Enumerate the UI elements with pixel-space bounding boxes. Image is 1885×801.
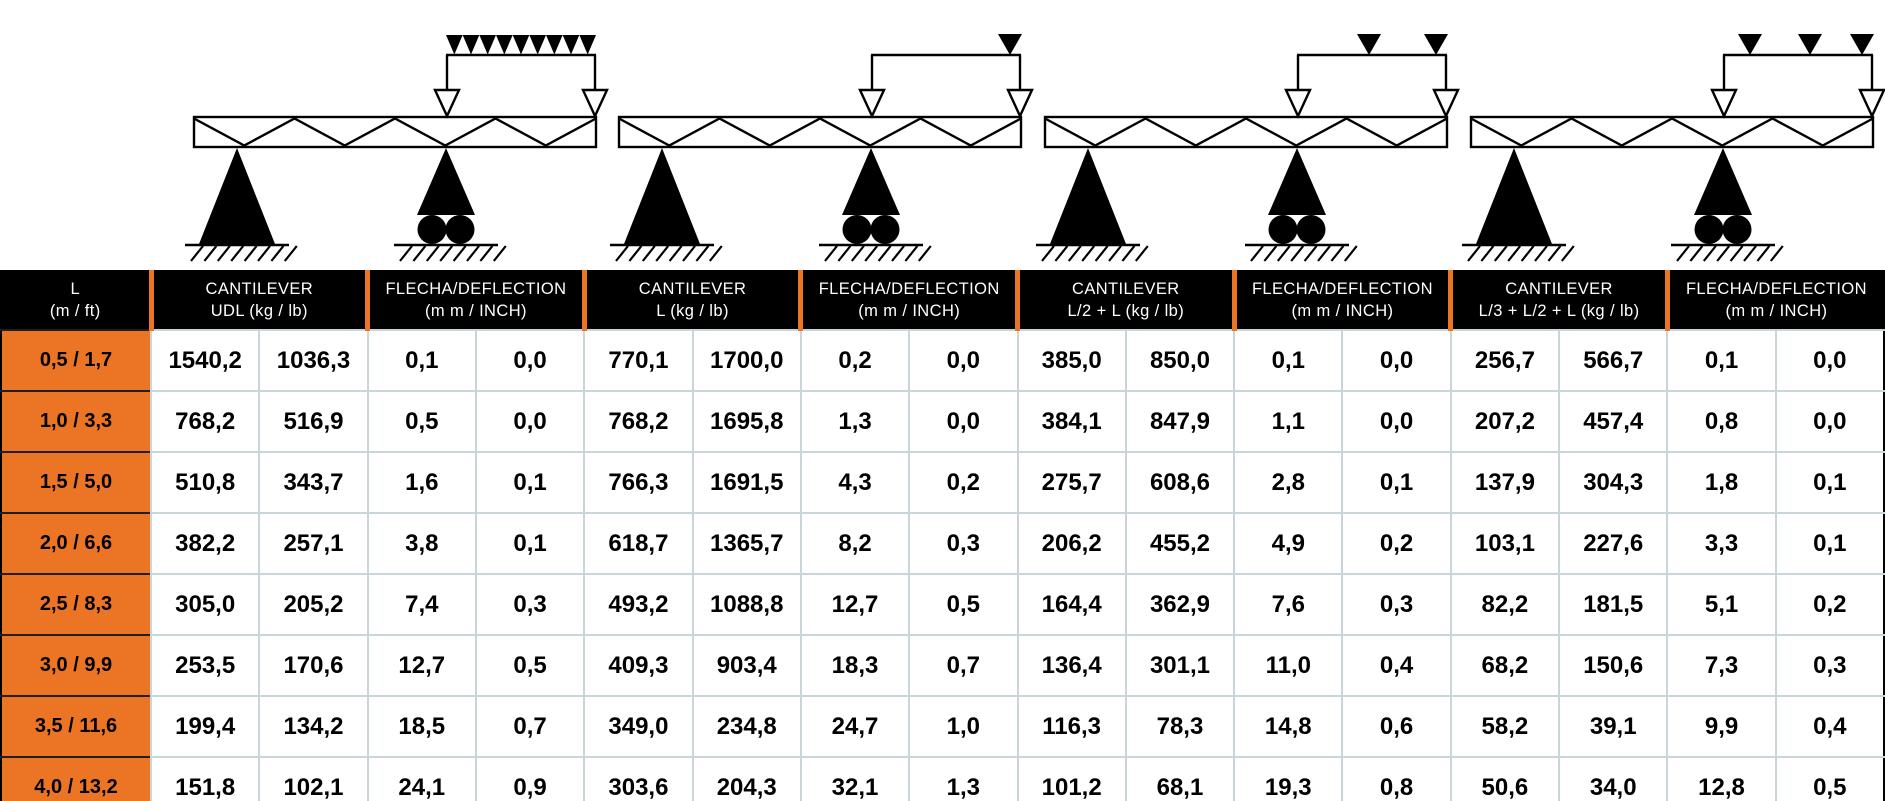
value-cell: 455,2 xyxy=(1126,513,1234,574)
column-header-cantilever-l xyxy=(584,271,801,330)
value-cell: 0,6 xyxy=(1342,696,1450,757)
value-cell: 1,8 xyxy=(1667,452,1775,513)
value-cell: 0,0 xyxy=(909,330,1017,391)
value-cell: 19,3 xyxy=(1234,757,1342,801)
column-header-cantilever-udl-line2: UDL (kg / lb) xyxy=(210,301,308,320)
value-cell: 608,6 xyxy=(1126,452,1234,513)
table-header xyxy=(1,271,1884,330)
value-cell: 253,5 xyxy=(151,635,259,696)
value-cell: 4,9 xyxy=(1234,513,1342,574)
column-header-cantilever-udl-line1: CANTILEVER xyxy=(205,280,314,299)
value-cell: 0,1 xyxy=(1342,452,1450,513)
value-cell: 768,2 xyxy=(584,391,692,452)
value-cell: 1088,8 xyxy=(693,574,801,635)
value-cell: 0,7 xyxy=(909,635,1017,696)
value-cell: 1365,7 xyxy=(693,513,801,574)
column-header-cantilever-l2-l-line2: L/2 + L (kg / lb) xyxy=(1067,301,1185,320)
column-header-cantilever-l-line2: L (kg / lb) xyxy=(656,301,729,320)
value-cell: 1036,3 xyxy=(259,330,367,391)
pinned-support-icon xyxy=(199,148,275,244)
value-cell: 39,1 xyxy=(1559,696,1667,757)
table-body xyxy=(1,330,1884,801)
value-cell: 566,7 xyxy=(1559,330,1667,391)
table-row xyxy=(1,452,1884,513)
column-header-deflection-l2-l-line2: (m m / INCH) xyxy=(1291,301,1394,320)
value-cell: 12,7 xyxy=(801,574,909,635)
value-cell: 457,4 xyxy=(1559,391,1667,452)
diagram-cantilever-udl xyxy=(193,8,598,268)
value-cell: 362,9 xyxy=(1126,574,1234,635)
value-cell: 301,1 xyxy=(1126,635,1234,696)
value-cell: 0,1 xyxy=(476,452,584,513)
value-cell: 101,2 xyxy=(1018,757,1126,801)
value-cell: 58,2 xyxy=(1451,696,1559,757)
value-cell: 234,8 xyxy=(693,696,801,757)
value-cell: 0,0 xyxy=(476,330,584,391)
column-header-deflection-l xyxy=(801,271,1018,330)
value-cell: 0,7 xyxy=(476,696,584,757)
value-cell: 199,4 xyxy=(151,696,259,757)
value-cell: 0,2 xyxy=(1342,513,1450,574)
value-cell: 0,4 xyxy=(1342,635,1450,696)
value-cell: 205,2 xyxy=(259,574,367,635)
column-header-deflection-l2-l xyxy=(1234,271,1451,330)
point-load-icon xyxy=(1357,34,1381,55)
table-row xyxy=(1,513,1884,574)
value-cell: 18,3 xyxy=(801,635,909,696)
value-cell: 204,3 xyxy=(693,757,801,801)
value-cell: 0,2 xyxy=(909,452,1017,513)
value-cell: 1,6 xyxy=(368,452,476,513)
value-cell: 1540,2 xyxy=(151,330,259,391)
point-load-icon xyxy=(1424,34,1448,55)
value-cell: 0,3 xyxy=(909,513,1017,574)
value-cell: 68,2 xyxy=(1451,635,1559,696)
value-cell: 24,1 xyxy=(368,757,476,801)
table-row xyxy=(1,391,1884,452)
value-cell: 0,1 xyxy=(1776,452,1884,513)
value-cell: 385,0 xyxy=(1018,330,1126,391)
value-cell: 0,5 xyxy=(1776,757,1884,801)
udl-arrow-icon xyxy=(446,35,463,55)
value-cell: 4,3 xyxy=(801,452,909,513)
column-header-deflection-l3-l2-l-line2: (m m / INCH) xyxy=(1725,301,1828,320)
udl-arrow-icon xyxy=(579,35,596,55)
value-cell: 0,1 xyxy=(1234,330,1342,391)
udl-arrow-icon xyxy=(479,35,496,55)
truss-beam xyxy=(1471,117,1873,147)
value-cell: 7,3 xyxy=(1667,635,1775,696)
value-cell: 384,1 xyxy=(1018,391,1126,452)
value-cell: 768,2 xyxy=(151,391,259,452)
value-cell: 275,7 xyxy=(1018,452,1126,513)
value-cell: 134,2 xyxy=(259,696,367,757)
pinned-support-icon xyxy=(1050,148,1126,244)
column-header-cantilever-udl xyxy=(151,271,368,330)
udl-arrow-icon xyxy=(496,35,513,55)
diagram-cantilever-l3-l2-l xyxy=(1470,8,1875,268)
row-label: 1,5 / 5,0 xyxy=(1,452,151,513)
value-cell: 32,1 xyxy=(801,757,909,801)
value-cell: 136,4 xyxy=(1018,635,1126,696)
udl-arrow-icon xyxy=(513,35,530,55)
column-header-deflection-l3-l2-l xyxy=(1667,271,1884,330)
value-cell: 516,9 xyxy=(259,391,367,452)
udl-arrow-icon xyxy=(463,35,480,55)
value-cell: 256,7 xyxy=(1451,330,1559,391)
column-header-cantilever-l2-l xyxy=(1018,271,1235,330)
value-cell: 0,9 xyxy=(476,757,584,801)
value-cell: 303,6 xyxy=(584,757,692,801)
point-load-icon xyxy=(1738,34,1762,55)
value-cell: 0,5 xyxy=(476,635,584,696)
udl-arrow-icon xyxy=(563,35,580,55)
value-cell: 207,2 xyxy=(1451,391,1559,452)
value-cell: 0,8 xyxy=(1667,391,1775,452)
value-cell: 82,2 xyxy=(1451,574,1559,635)
point-load-icon xyxy=(998,34,1022,55)
column-header-l-line2: (m / ft) xyxy=(49,301,101,320)
value-cell: 137,9 xyxy=(1451,452,1559,513)
table-row xyxy=(1,330,1884,391)
value-cell: 7,6 xyxy=(1234,574,1342,635)
value-cell: 7,4 xyxy=(368,574,476,635)
value-cell: 0,0 xyxy=(1776,391,1884,452)
row-label: 1,0 / 3,3 xyxy=(1,391,151,452)
value-cell: 409,3 xyxy=(584,635,692,696)
column-header-deflection-l-line1: FLECHA/DEFLECTION xyxy=(818,280,1000,299)
value-cell: 151,8 xyxy=(151,757,259,801)
column-header-deflection-l-line2: (m m / INCH) xyxy=(858,301,961,320)
value-cell: 1700,0 xyxy=(693,330,801,391)
value-cell: 103,1 xyxy=(1451,513,1559,574)
value-cell: 1,0 xyxy=(909,696,1017,757)
value-cell: 11,0 xyxy=(1234,635,1342,696)
value-cell: 0,3 xyxy=(1776,635,1884,696)
value-cell: 0,5 xyxy=(368,391,476,452)
value-cell: 227,6 xyxy=(1559,513,1667,574)
value-cell: 150,6 xyxy=(1559,635,1667,696)
column-header-cantilever-l3-l2-l-line2: L/3 + L/2 + L (kg / lb) xyxy=(1478,301,1640,320)
value-cell: 510,8 xyxy=(151,452,259,513)
column-header-deflection-l3-l2-l-line1: FLECHA/DEFLECTION xyxy=(1685,280,1867,299)
value-cell: 766,3 xyxy=(584,452,692,513)
value-cell: 0,0 xyxy=(1776,330,1884,391)
value-cell: 847,9 xyxy=(1126,391,1234,452)
value-cell: 493,2 xyxy=(584,574,692,635)
value-cell: 0,2 xyxy=(1776,574,1884,635)
value-cell: 1,3 xyxy=(909,757,1017,801)
value-cell: 0,4 xyxy=(1776,696,1884,757)
load-capacity-table xyxy=(0,270,1885,801)
truss-beam xyxy=(194,117,596,147)
column-header-l xyxy=(1,271,151,330)
value-cell: 257,1 xyxy=(259,513,367,574)
value-cell: 102,1 xyxy=(259,757,367,801)
pinned-support-icon xyxy=(1476,148,1552,244)
diagram-cantilever-l xyxy=(618,8,1023,268)
column-header-l-line1: L xyxy=(70,280,81,299)
column-header-cantilever-l2-l-line1: CANTILEVER xyxy=(1072,280,1180,299)
value-cell: 14,8 xyxy=(1234,696,1342,757)
value-cell: 343,7 xyxy=(259,452,367,513)
value-cell: 305,0 xyxy=(151,574,259,635)
value-cell: 382,2 xyxy=(151,513,259,574)
column-header-cantilever-l-line1: CANTILEVER xyxy=(638,280,747,299)
row-label: 4,0 / 13,2 xyxy=(1,757,151,801)
value-cell: 8,2 xyxy=(801,513,909,574)
column-header-cantilever-l3-l2-l xyxy=(1451,271,1668,330)
value-cell: 34,0 xyxy=(1559,757,1667,801)
value-cell: 18,5 xyxy=(368,696,476,757)
column-header-deflection-l2-l-line1: FLECHA/DEFLECTION xyxy=(1251,280,1433,299)
value-cell: 0,0 xyxy=(476,391,584,452)
value-cell: 0,2 xyxy=(801,330,909,391)
value-cell: 181,5 xyxy=(1559,574,1667,635)
truss-beam xyxy=(1045,117,1447,147)
table-row xyxy=(1,757,1884,801)
value-cell: 0,3 xyxy=(1342,574,1450,635)
point-load-icon xyxy=(1850,34,1874,55)
truss-beam xyxy=(619,117,1021,147)
row-label: 2,0 / 6,6 xyxy=(1,513,151,574)
value-cell: 1691,5 xyxy=(693,452,801,513)
row-label: 3,5 / 11,6 xyxy=(1,696,151,757)
value-cell: 1695,8 xyxy=(693,391,801,452)
value-cell: 0,1 xyxy=(368,330,476,391)
value-cell: 9,9 xyxy=(1667,696,1775,757)
value-cell: 0,8 xyxy=(1342,757,1450,801)
value-cell: 1,3 xyxy=(801,391,909,452)
value-cell: 5,1 xyxy=(1667,574,1775,635)
udl-arrow-icon xyxy=(546,35,563,55)
value-cell: 0,0 xyxy=(909,391,1017,452)
value-cell: 12,7 xyxy=(368,635,476,696)
value-cell: 304,3 xyxy=(1559,452,1667,513)
table-row xyxy=(1,574,1884,635)
value-cell: 618,7 xyxy=(584,513,692,574)
value-cell: 0,0 xyxy=(1342,330,1450,391)
value-cell: 164,4 xyxy=(1018,574,1126,635)
roller-support-icon xyxy=(417,148,475,215)
column-header-deflection-udl xyxy=(368,271,585,330)
row-label: 3,0 / 9,9 xyxy=(1,635,151,696)
value-cell: 850,0 xyxy=(1126,330,1234,391)
column-header-deflection-udl-line1: FLECHA/DEFLECTION xyxy=(385,280,567,299)
value-cell: 1,1 xyxy=(1234,391,1342,452)
value-cell: 0,5 xyxy=(909,574,1017,635)
udl-arrow-icon xyxy=(529,35,546,55)
value-cell: 3,3 xyxy=(1667,513,1775,574)
value-cell: 12,8 xyxy=(1667,757,1775,801)
value-cell: 0,1 xyxy=(1667,330,1775,391)
table-row xyxy=(1,696,1884,757)
value-cell: 2,8 xyxy=(1234,452,1342,513)
value-cell: 0,1 xyxy=(476,513,584,574)
roller-support-icon xyxy=(1694,148,1752,215)
value-cell: 50,6 xyxy=(1451,757,1559,801)
value-cell: 78,3 xyxy=(1126,696,1234,757)
value-cell: 0,0 xyxy=(1342,391,1450,452)
value-cell: 116,3 xyxy=(1018,696,1126,757)
roller-support-icon xyxy=(1268,148,1326,215)
value-cell: 770,1 xyxy=(584,330,692,391)
column-header-cantilever-l3-l2-l-line1: CANTILEVER xyxy=(1505,280,1613,299)
value-cell: 349,0 xyxy=(584,696,692,757)
pinned-support-icon xyxy=(624,148,700,244)
row-label: 0,5 / 1,7 xyxy=(1,330,151,391)
column-header-deflection-udl-line2: (m m / INCH) xyxy=(424,301,527,320)
row-label: 2,5 / 8,3 xyxy=(1,574,151,635)
value-cell: 206,2 xyxy=(1018,513,1126,574)
table-row xyxy=(1,635,1884,696)
value-cell: 0,1 xyxy=(1776,513,1884,574)
roller-support-icon xyxy=(842,148,900,215)
value-cell: 24,7 xyxy=(801,696,909,757)
point-load-icon xyxy=(1798,34,1822,55)
value-cell: 68,1 xyxy=(1126,757,1234,801)
diagram-cantilever-l2-l xyxy=(1044,8,1449,268)
value-cell: 0,3 xyxy=(476,574,584,635)
value-cell: 903,4 xyxy=(693,635,801,696)
value-cell: 3,8 xyxy=(368,513,476,574)
value-cell: 170,6 xyxy=(259,635,367,696)
